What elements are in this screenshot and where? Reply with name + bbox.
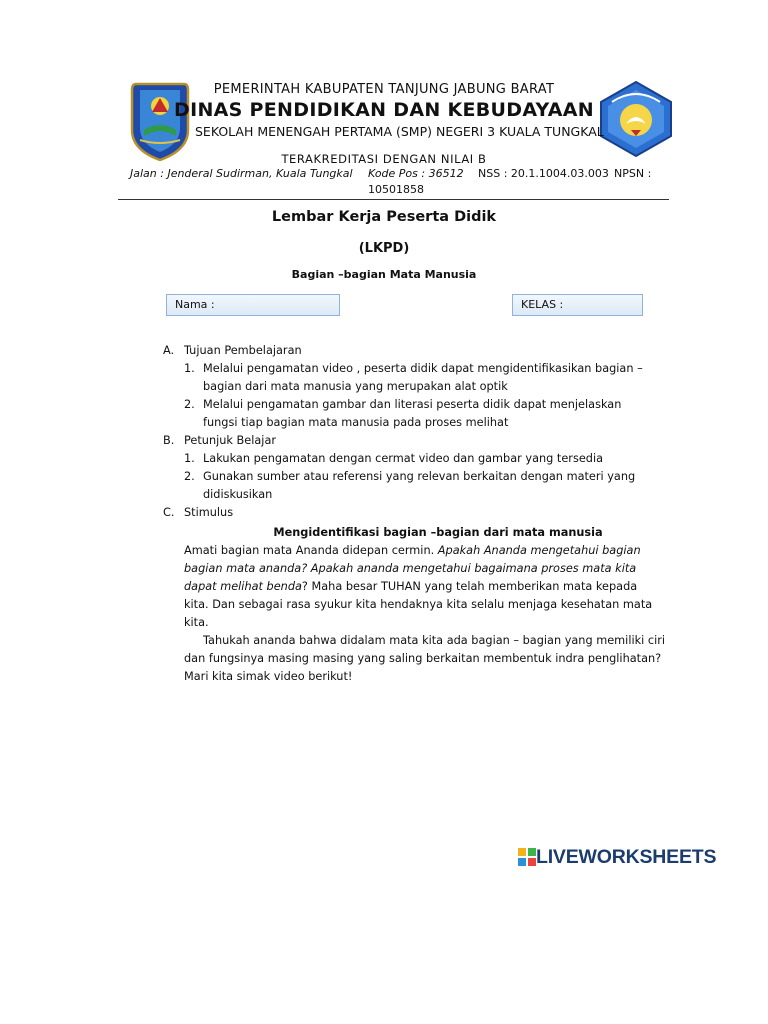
nss-text: NSS : 20.1.1004.03.003	[478, 167, 609, 180]
worksheet-title: Lembar Kerja Peserta Didik	[271, 209, 497, 225]
stimulus-line	[163, 560, 653, 578]
section-c-marker: C.	[163, 506, 175, 519]
list-item	[163, 360, 653, 378]
list-item	[163, 450, 653, 468]
list-item	[163, 396, 653, 414]
class-field-label: KELAS :	[521, 298, 564, 311]
list-item	[163, 468, 653, 486]
list-text: Gunakan sumber atau referensi yang relevan berkaitan dengan materi yang	[203, 470, 636, 483]
list-item-continuation	[163, 486, 653, 504]
section-b-marker: B.	[163, 434, 175, 447]
stimulus-line: Tahukah ananda bahwa didalam mata kita ada bagian – bagian yang memiliki ciri	[203, 634, 666, 647]
stimulus-line: dan fungsinya masing masing yang saling berkaitan membentuk indra penglihatan?	[184, 652, 662, 665]
section-a-heading	[163, 342, 653, 360]
school-name: SEKOLAH MENENGAH PERTAMA (SMP) NEGERI 3 KUALA TUNGKAL	[195, 124, 604, 139]
section-c-heading	[163, 504, 653, 522]
accreditation-text: TERAKREDITASI DENGAN NILAI B	[281, 152, 487, 166]
section-a-marker: A.	[163, 344, 175, 357]
npsn-label: NPSN :	[614, 167, 652, 180]
stimulus-text-italic: bagian mata ananda?	[184, 562, 311, 575]
section-b-title: Petunjuk Belajar	[184, 434, 277, 447]
stimulus-line	[163, 542, 653, 560]
stimulus-line	[163, 578, 653, 596]
address-text: Jalan : Jenderal Sudirman, Kuala Tungkal	[130, 167, 353, 180]
npsn-value: 10501858	[368, 183, 424, 196]
stimulus-text: Amati bagian mata Ananda didepan cermin.	[184, 544, 438, 557]
list-text: Lakukan pengamatan dengan cermat video dan gambar yang tersedia	[203, 452, 604, 465]
header-divider	[118, 199, 669, 200]
stimulus-text-italic: Apakah ananda mengetahui bagaimana proses mata kita	[310, 562, 637, 575]
list-number: 2.	[184, 470, 195, 483]
name-field-label: Nama :	[175, 298, 215, 311]
worksheet-content	[163, 342, 666, 686]
name-field[interactable]	[166, 294, 340, 316]
stimulus-line: kita. Dan sebagai rasa syukur kita hendaknya kita selalu menjaga kesehatan mata	[184, 598, 653, 611]
stimulus-line: kita.	[184, 616, 209, 629]
list-item-continuation	[163, 378, 653, 396]
class-field[interactable]	[512, 294, 643, 316]
stimulus-text-italic: Apakah Ananda mengetahui bagian	[437, 544, 641, 557]
postal-code-text: Kode Pos : 36512	[368, 167, 464, 180]
liveworksheets-icon	[518, 848, 536, 866]
stimulus-text-italic: dapat melihat benda	[184, 580, 302, 593]
section-a-title: Tujuan Pembelajaran	[184, 344, 302, 357]
worksheet-topic: Bagian –bagian Mata Manusia	[291, 268, 477, 281]
stimulus-line: Mari kita simak video berikut!	[184, 670, 353, 683]
worksheet-abbreviation: (LKPD)	[358, 241, 410, 256]
list-text: fungsi tiap bagian mata manusia pada proses melihat	[203, 416, 509, 429]
liveworksheets-wordmark: LIVEWORKSHEETS	[536, 845, 717, 868]
section-c-title: Stimulus	[184, 506, 234, 519]
government-heading: PEMERINTAH KABUPATEN TANJUNG JABUNG BARAT	[213, 82, 555, 97]
list-text: Melalui pengamatan gambar dan literasi peserta didik dapat menjelaskan	[203, 398, 622, 411]
liveworksheets-brand	[518, 846, 716, 868]
section-b-heading	[163, 432, 653, 450]
department-heading: DINAS PENDIDIKAN DAN KEBUDAYAAN	[174, 99, 594, 121]
list-number: 2.	[184, 398, 195, 411]
list-text: bagian dari mata manusia yang merupakan alat optik	[203, 380, 508, 393]
list-number: 1.	[184, 452, 195, 465]
list-item-continuation	[163, 414, 653, 432]
list-text: Melalui pengamatan video , peserta didik dapat mengidentifikasikan bagian –	[203, 362, 643, 375]
stimulus-heading: Mengidentifikasi bagian –bagian dari mata manusia	[273, 526, 603, 539]
list-text: didiskusikan	[203, 488, 273, 501]
stimulus-text: ? Maha besar TUHAN yang telah memberikan mata kepada	[301, 580, 638, 593]
list-number: 1.	[184, 362, 195, 375]
